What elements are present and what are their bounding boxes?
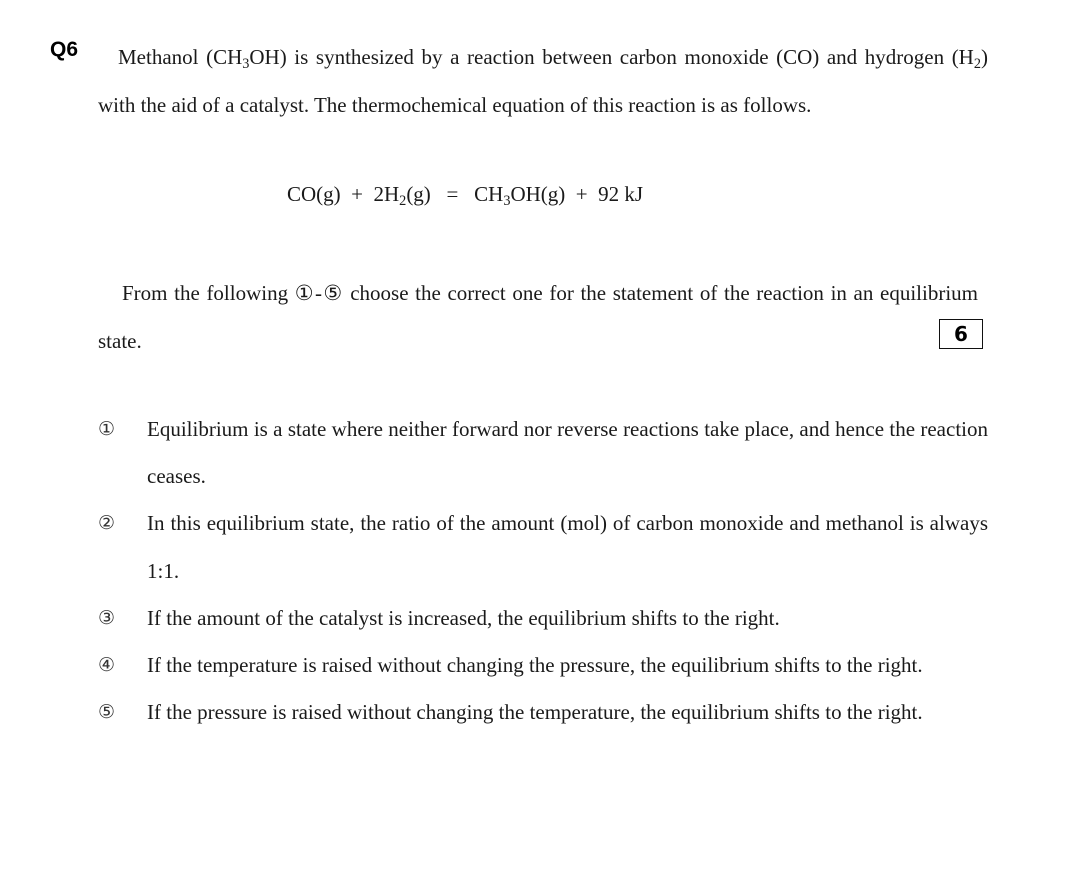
option-text: Equilibrium is a state where neither forward nor reverse reactions take place, and hence the reaction ceases.	[147, 417, 988, 489]
intro-text-1: Methanol (CH	[118, 45, 243, 69]
options-list	[98, 406, 988, 736]
option-4[interactable]	[98, 642, 988, 689]
option-marker: ④	[98, 654, 116, 677]
prompt-text: From the following ①-⑤ choose the correct one for the statement of the reaction in an equilibrium state.	[98, 281, 978, 353]
equation-subscript-3: 3	[503, 192, 511, 209]
option-3[interactable]	[98, 595, 988, 642]
intro-text-2: OH) is synthesized by a reaction between carbon monoxide (CO) and hydrogen (H	[249, 45, 974, 69]
thermochemical-equation	[287, 182, 643, 207]
question-intro	[98, 34, 988, 129]
option-5[interactable]	[98, 689, 988, 736]
option-2[interactable]	[98, 500, 988, 594]
question-prompt	[98, 270, 978, 365]
answer-box[interactable]: 6	[939, 319, 983, 349]
option-text: If the temperature is raised without changing the pressure, the equilibrium shifts to the right.	[147, 653, 923, 678]
option-text: In this equilibrium state, the ratio of the amount (mol) of carbon monoxide and methanol is always 1:1.	[147, 511, 988, 583]
intro-text-3: ) with the aid of a catalyst. The thermochemical equation of this reaction is as follows.	[98, 45, 988, 117]
equation-part-1: CO(g) + 2H	[287, 182, 400, 206]
option-text: If the pressure is raised without changing the temperature, the equilibrium shifts to the right.	[147, 700, 923, 725]
subscript-3: 3	[242, 55, 250, 72]
subscript-2: 2	[973, 55, 981, 72]
equation-part-2: (g) = CH	[406, 182, 504, 206]
option-marker: ①	[98, 418, 116, 440]
option-marker: ⑤	[98, 701, 116, 724]
question-number: Q6	[50, 38, 79, 61]
option-marker: ②	[98, 512, 116, 535]
option-marker: ③	[98, 606, 116, 629]
equation-part-3: OH(g) + 92 kJ	[510, 182, 644, 206]
option-text: If the amount of the catalyst is increased, the equilibrium shifts to the right.	[147, 605, 780, 630]
option-1[interactable]	[98, 406, 988, 500]
equation-subscript-2: 2	[399, 192, 407, 209]
